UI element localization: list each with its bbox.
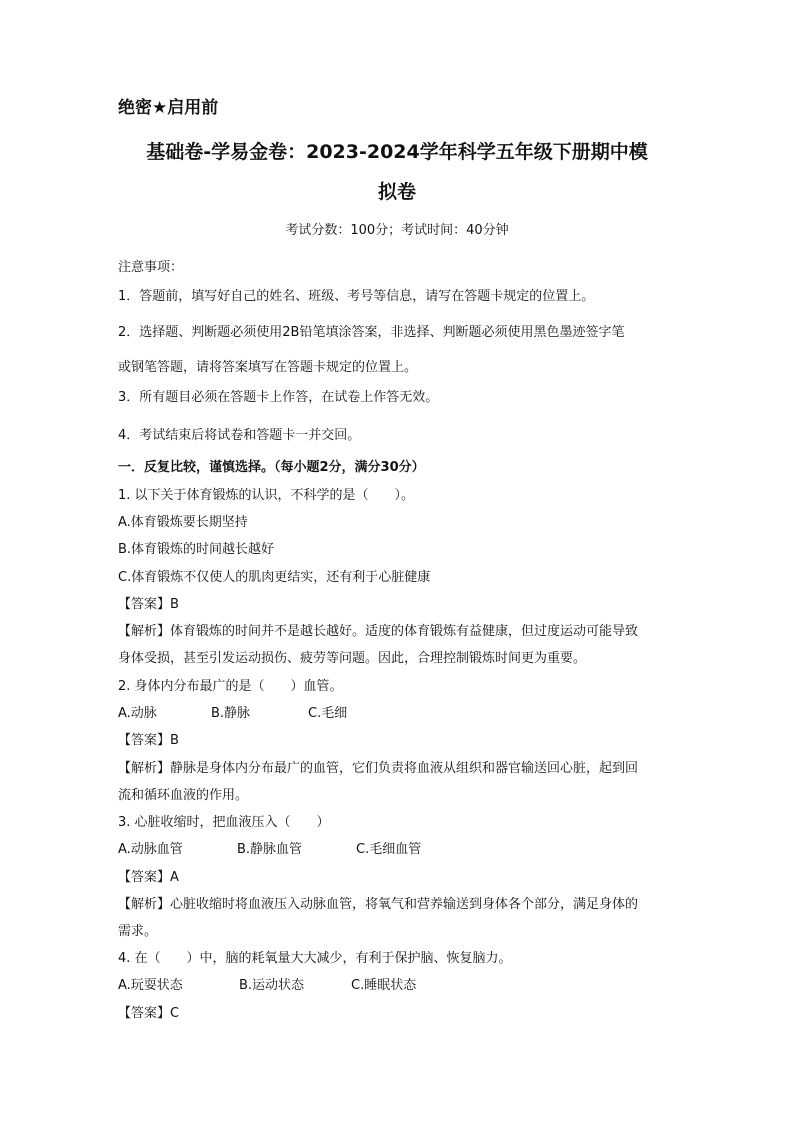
note-item: 1．答题前，填写好自己的姓名、班级、考号等信息，请写在答题卡规定的位置上。 [118,289,595,304]
option: C.毛细血管 [356,842,422,857]
options-row [118,705,347,723]
question-stem: 3. 心脏收缩时，把血液压入（ ） [118,815,330,830]
option: C.毛细 [308,706,348,721]
exam-title-line1: 基础卷-学易金卷：2023-2024学年科学五年级下册期中模 [146,141,648,163]
option: C.体育锻炼不仅使人的肌肉更结实，还有利于心脏健康 [118,570,431,585]
answer: 【答案】B [118,597,179,612]
answer: 【答案】C [118,1006,180,1021]
exam-title-line2: 拟卷 [377,181,416,203]
option: B.静脉 [211,706,251,721]
question-stem: 4. 在（ ）中，脑的耗氧量大大减少，有利于保护脑、恢复脑力。 [118,951,512,966]
answer: 【答案】A [118,870,179,885]
option: A.动脉 [118,706,157,721]
analysis-line: 【解析】体育锻炼的时间并不是越长越好。适度的体育锻炼有益健康，但过度运动可能导致 [118,624,639,639]
note-item: 4．考试结束后将试卷和答题卡一并交回。 [118,428,361,443]
options-row [118,977,416,995]
answer: 【答案】B [118,733,179,748]
note-item: 或钢笔答题，请将答案填写在答题卡规定的位置上。 [118,360,418,375]
note-item: 2．选择题、判断题必须使用2B铅笔填涂答案，非选择、判断题必须使用黑色墨迹签字笔 [118,325,625,340]
option: B.运动状态 [239,978,305,993]
option: B.静脉血管 [237,842,303,857]
option: C.睡眠状态 [351,978,417,993]
note-item: 3．所有题目必须在答题卡上作答，在试卷上作答无效。 [118,390,439,405]
exam-meta: 考试分数：100分；考试时间：40分钟 [285,223,509,238]
question-stem: 2. 身体内分布最广的是（ ）血管。 [118,679,343,694]
analysis-line: 需求。 [118,924,158,939]
option: B.体育锻炼的时间越长越好 [118,542,275,557]
analysis-line: 【解析】心脏收缩时将血液压入动脉血管，将氧气和营养输送到身体各个部分，满足身体的 [118,897,639,912]
analysis-line: 【解析】静脉是身体内分布最广的血管，它们负责将血液从组织和器官输送回心脏，起到回 [118,761,639,776]
option: A.体育锻炼要长期坚持 [118,515,248,530]
question-stem: 1. 以下关于体育锻炼的认识，不科学的是（ ）。 [118,488,415,503]
option: A.动脉血管 [118,842,183,857]
notes-heading: 注意事项： [118,260,184,275]
analysis-line: 身体受损，甚至引发运动损伤、疲劳等问题。因此，合理控制锻炼时间更为重要。 [118,651,587,666]
option: A.玩耍状态 [118,978,183,993]
options-row [118,841,421,859]
confidential-mark: 绝密★启用前 [118,98,219,118]
section-heading: 一．反复比较，谨慎选择。（每小题2分，满分30分） [118,460,425,475]
analysis-line: 流和循环血液的作用。 [118,788,249,803]
